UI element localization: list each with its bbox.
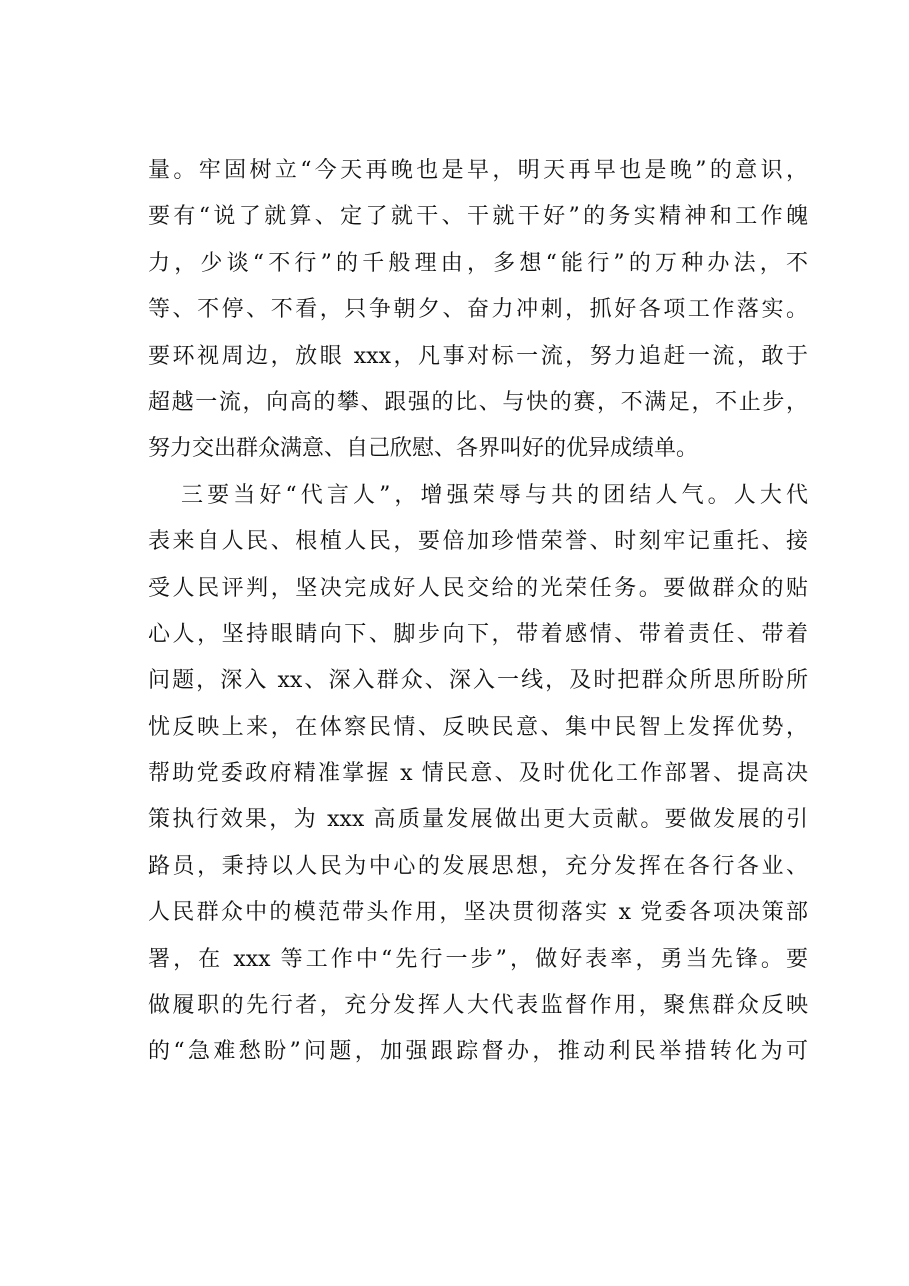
text-line: 量。牢固树立“今天再晚也是早，明天再早也是晚”的意识， [148, 158, 808, 183]
text-line: 表来自人民、根植人民，要倍加珍惜荣誉、时刻牢记重托、接 [148, 529, 808, 555]
text-line: 努力交出群众满意、自己欣慰、各界叫好的优异成绩单。 [148, 436, 699, 462]
text-line: 路员，秉持以人民为中心的发展思想，充分发挥在各行各业、 [148, 853, 808, 879]
text-line: 做履职的先行者，充分发挥人大代表监督作用，聚焦群众反映 [148, 993, 808, 1019]
text-line: 的“急难愁盼”问题，加强跟踪督办，推动利民举措转化为可 [148, 1039, 808, 1065]
text-line: 受人民评判，坚决完成好人民交给的光荣任务。要做群众的贴 [148, 575, 808, 601]
text-line: 心人，坚持眼睛向下、脚步向下，带着感情、带着责任、带着 [148, 621, 808, 647]
text-line: 人民群众中的模范带头作用，坚决贯彻落实 x 党委各项决策部 [148, 900, 808, 926]
text-line: 超越一流，向高的攀、跟强的比、与快的赛，不满足，不止步， [148, 389, 808, 415]
text-line: 署，在 xxx 等工作中“先行一步”，做好表率，勇当先锋。要 [148, 946, 808, 972]
text-line: 忧反映上来，在体察民情、反映民意、集中民智上发挥优势， [148, 714, 808, 740]
text-line: 等、不停、不看，只争朝夕、奋力冲刺，抓好各项工作落实。 [148, 297, 808, 323]
text-line: 问题，深入 xx、深入群众、深入一线，及时把群众所思所盼所 [148, 668, 808, 694]
text-line: 力，少谈“不行”的千般理由，多想“能行”的万种办法，不 [148, 250, 808, 276]
text-line: 帮助党委政府精准掌握 x 情民意、及时优化工作部署、提高决 [148, 761, 808, 787]
body-text [148, 156, 808, 1084]
text-line: 要有“说了就算、定了就干、干就干好”的务实精神和工作魄 [148, 204, 808, 230]
paragraph-first-line: 三要当好“代言人”，增强荣辱与共的团结人气。人大代 [181, 482, 808, 508]
text-line: 要环视周边，放眼 xxx，凡事对标一流，努力追赶一流，敢于 [148, 343, 808, 369]
text-line: 策执行效果，为 xxx 高质量发展做出更大贡献。要做发展的引 [148, 807, 808, 833]
